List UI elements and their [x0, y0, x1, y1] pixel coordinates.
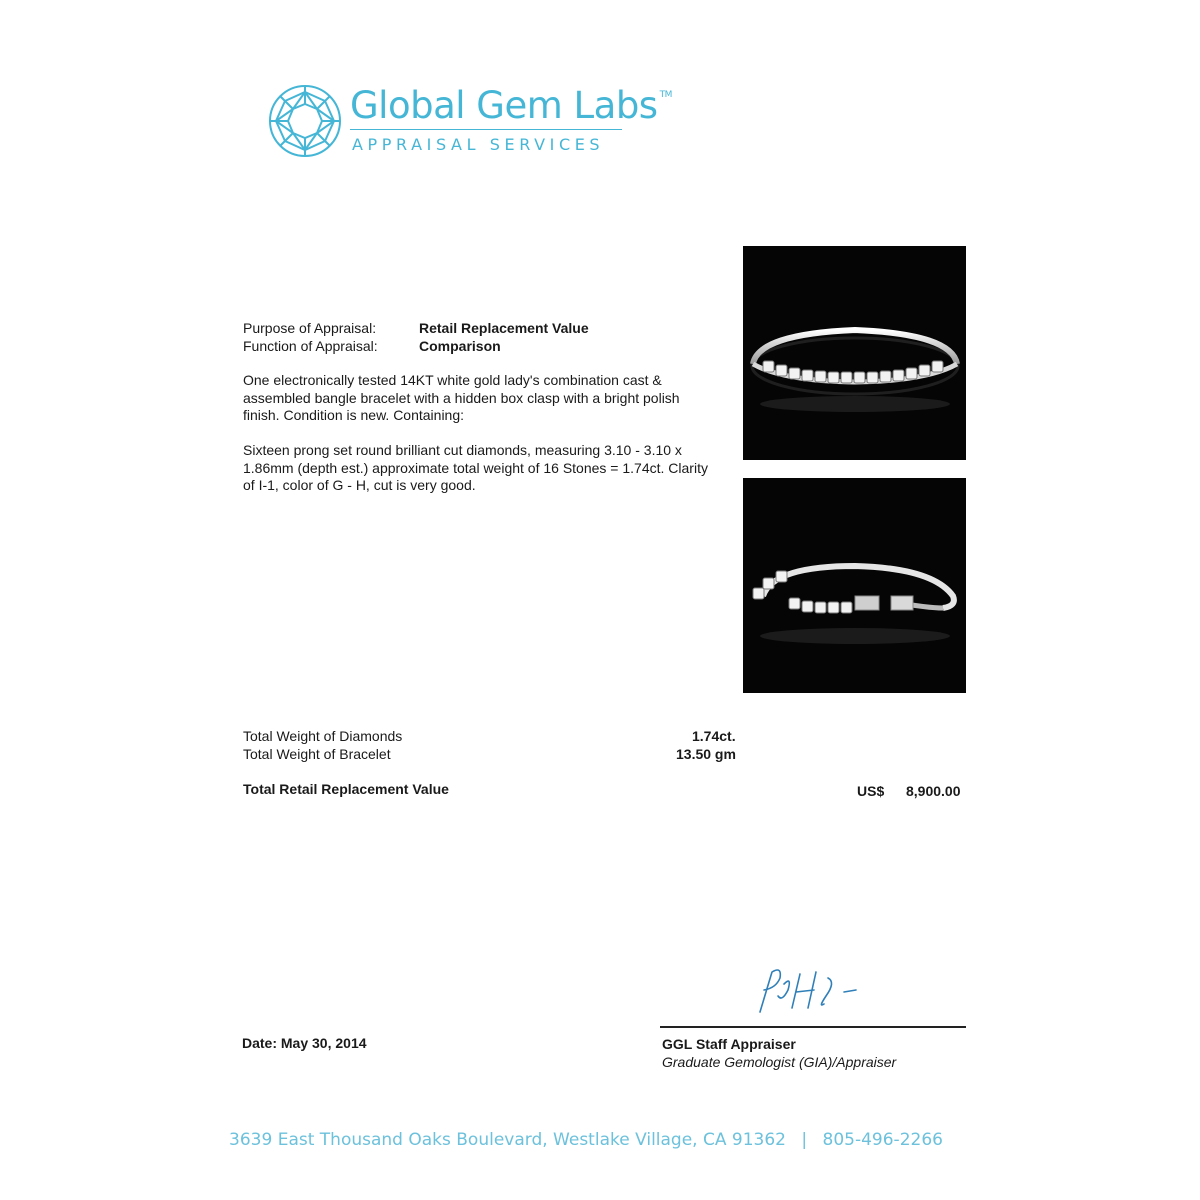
bracelet-weight-label: Total Weight of Bracelet [243, 746, 391, 762]
bracelet-weight-value: 13.50 gm [676, 746, 736, 762]
diamond-description: Sixteen prong set round brilliant cut diamonds, measuring 3.10 - 3.10 x 1.86mm (depth est.) approximate total weight of 16 Stones = 1.74ct. Clarity of I-1, color of G - H, cut is very good. [243, 442, 708, 493]
footer-contact [0, 1130, 1172, 1150]
appraiser-title: GGL Staff Appraiser [662, 1036, 796, 1052]
brand-divider [350, 129, 622, 130]
appraiser-signature [730, 962, 870, 1024]
bracelet-photo-bottom [743, 478, 966, 693]
trademark-mark: TM [659, 90, 672, 100]
appraiser-credential: Graduate Gemologist (GIA)/Appraiser [662, 1054, 897, 1070]
diamond-weight-value: 1.74ct. [692, 728, 736, 744]
item-description: One electronically tested 14KT white gold lady's combination cast & assembled bangle bracelet with a hidden box clasp with a bright polish finish. Condition is new. Containing: [243, 372, 680, 423]
appraisal-date: Date: May 30, 2014 [242, 1035, 367, 1051]
purpose-value: Retail Replacement Value [419, 320, 589, 336]
retail-value-amount: 8,900.00 [906, 783, 961, 799]
footer-separator: | [801, 1130, 808, 1150]
gem-icon [268, 84, 342, 158]
retail-value-label: Total Retail Replacement Value [243, 781, 449, 797]
footer-address: 3639 East Thousand Oaks Boulevard, Westlake Village, CA 91362 [229, 1130, 786, 1150]
signature-line [660, 1026, 966, 1028]
currency-label: US$ [857, 783, 885, 799]
function-value: Comparison [419, 338, 501, 354]
bracelet-photo-top [743, 246, 966, 460]
function-label: Function of Appraisal: [243, 338, 378, 354]
footer-phone: 805-496-2266 [822, 1130, 943, 1150]
brand-name: Global Gem Labs ™ [350, 84, 672, 127]
diamond-weight-label: Total Weight of Diamonds [243, 728, 403, 744]
purpose-label: Purpose of Appraisal: [243, 320, 377, 336]
brand-tagline: APPRAISAL SERVICES [352, 135, 605, 154]
